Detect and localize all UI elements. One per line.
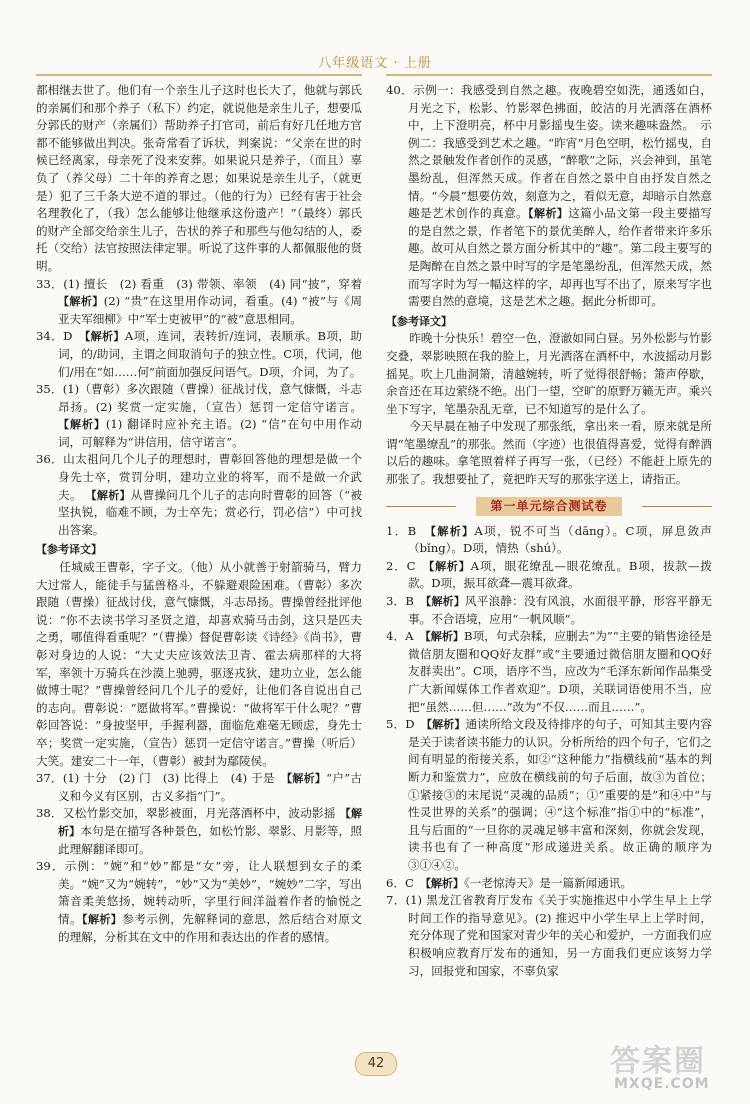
answer-6-text: 6．C [386,875,426,890]
answer-39-analysis: 参考示例，先解释词的意思，然后结合对原文的理解，分析其在文中的作用和表达出的作者的感情。 [58,911,362,944]
section-rule-right [642,506,712,507]
answer-39-text: 39．示例：“婉”和“妙”都是“女”旁，让人联想到女子的柔美。“婉”又为“婉转”，“妙”又为“美妙”，“婉妙”二字，写出箫音柔美悠扬，婉转动听，字里行间洋溢着作者的愉悦之情。 [36,859,362,926]
answer-37 [36,770,362,805]
analysis-tag: 【解析】 [84,330,125,344]
answer-38 [36,805,362,858]
answer-2-text: 2．C [386,558,429,573]
header-rule-left [36,74,362,76]
answer-1 [386,523,712,558]
analysis-tag: 【解析】 [82,912,123,926]
right-column [386,82,712,980]
analysis-tag: 【解析】 [58,807,363,838]
analysis-tag: 【解析】 [58,295,104,309]
watermark-bottom-text: MXQE.COM [614,1076,710,1092]
answer-33 [36,276,374,329]
answer-33-text: 33．(1) 擅长 (2) 看重 (3) 带领、率领 (4) 同“披”，穿着 [36,276,374,291]
answer-2-analysis: A项，眼花缭乱—眼花缭乱。B项，拔款—拨款。D项，振耳欲聋—震耳欲聋。 [408,558,713,591]
page-number: 42 [355,1052,397,1076]
analysis-tag: 【解析】 [425,595,465,609]
analysis-tag: 【解析】 [426,718,466,732]
answer-35-analysis: (1) 翻译时应补充主语。(2) “信”在句中用作动词，可解释为“讲信用，信守诺言”。 [58,417,362,449]
section-title: 第一单元综合测试卷 [476,497,621,517]
answer-1-text: 1．B [386,523,431,538]
answer-7: 7．(1) 黑龙江省教育厅发布《关于实施推迟中小学生早上上学时间工作的指导意见》。(2) 推迟中小学生早上上学时间，充分体现了党和国家对青少年的关心和爱护，一方面我们应积极响应教育厅发布的通知，另一方面我们更应该努力学习，回报党和国家，不辜负家 [386,893,712,978]
answer-1-analysis: A项，锐不可当（dāng）。C项，屏息敛声（bǐng）。D项，情热（shú）。 [408,523,712,556]
reference-translation-body: 任城威王曹彰，字子文。（他）从小就善于射箭骑马，臂力大过常人，能徒手与猛兽格斗，不躲避艰险困难。（曹彰）多次跟随（曹操）征战讨伐，意气慷慨，斗志昂扬。曹操曾经批评他说：“你不去读书学习圣贤之道，却喜欢骑马击剑，这只是匹夫之勇，哪值得看重呢？”（曹操）督促曹彰读《诗经》《尚书》，曹彰对身边的人说：“大丈夫应该效法卫青、霍去病那样的大将军，率领十万骑兵在沙漠上驰骋，驱逐戎狄，建功立业，怎么能做博士呢？”曹操曾经问几个儿子的爱好，让他们各自说出自己的志向。曹彰说：“愿做将军。”曹操说：“做将军干什么呢？”曹彰回答说：“身披坚甲，手握利器，面临危难毫无顾虑，身先士卒；奖赏一定实施，（宣告）惩罚一定信守诺言。”曹操（听后）大笑。建安二十一年，（曹彰）被封为鄢陵侯。 [36,560,362,768]
analysis-tag: 【解析】 [528,207,569,221]
answer-3-analysis: 风平浪静：没有风浪，水面很平静，形容平静无事。不合语境，应用“一帆风顺”。 [408,594,712,626]
answer-4 [386,628,712,716]
answer-6-analysis: 《一老惊涛天》是一篇新闻通讯。 [463,875,633,890]
answer-38-analysis: 本句是在描写各种景色，如松竹影、翠影、月影等，照此理解翻译即可。 [58,823,362,856]
answer-4-text: 4．A [386,629,426,644]
site-watermark-logo [604,1036,732,1098]
answer-35-text: 35．(1)（曹彰）多次跟随（曹操）征战讨伐，意气慷慨，斗志昂扬。(2) 奖赏一定实施，（宣告）惩罚一定信守诺言。 [36,382,362,414]
translation-continued: 都相继去世了。他们有一个亲生儿子这时也长大了，他就与郭氏的亲属们和那个养子（私下）约定，就说他是亲生儿子，想要瓜分郭氏的财产（亲属们）帮助养子打官司，前后有好几任地方官都不能够做出判决。张奇常看了诉状，判案说：“父亲在世的时候已经离家，母亲死了没来安葬。如果说只是养子，（而且）辜负了（养父母）二十年的养育之恩；如果说是亲生儿子，（就更是）犯了三千条大逆不道的罪过。（他的行为）已经有害于社会名理教化了，（我）怎么能够让他继承这份遗产！”（最终）郭氏的财产全部交给亲生儿子，告状的养子和那些与他勾结的人，委托（交给）法官按照法律定罪。听说了这件事的人都佩服他的贤明。 [36,83,362,273]
answer-36-text: 36．山太祖问几个儿子的理想时，曹彰回答他的理想是做一个身先士卒，赏罚分明，建功立业的将军，而不是做一介武夫。 [36,452,362,502]
reference-translation-body-2: 今天早晨在袖子中发现了那张纸，拿出来一看，原来就是所谓“笔墨缭乱”的那张。然而（字迹）也很值得喜爱，觉得有醉酒以后的趣味。拿笔照着样子再写一张，（已经）不能赶上原先的那张了。我想要扯了，竟把昨天写的那张字送上，请指正。 [386,419,712,487]
reference-translation-body-1: 昨晚十分快乐！碧空一色，澄澈如同白昼。另外松影与竹影交叠，翠影映照在我的脸上，月光洒落在酒杯中，水波摇动月影摇晃。吹上几曲洞箫，清越婉转，听了觉得很舒畅；箫声停歇，余音还在耳边萦绕不绝。出门一望，空旷的原野万籁无声。乘兴坐下写字，笔墨杂乱无章，已不知道写的是什么了。 [386,331,712,416]
analysis-tag: 【解析】 [425,876,464,890]
answer-36-analysis: 从曹操问几个儿子的志向时曹彰的回答（“被坚执锐，临难不顾，为士卒先；赏必行，罚必信”）中可找出答案。 [58,487,362,537]
answer-5 [386,716,712,874]
answer-33-analysis: (2) “贵”在这里用作动词，看重。(4) “被”与《周亚夫军细柳》中“军士吏被甲”的“被”意思相同。 [58,294,363,326]
answer-40-text: 40．示例一：我感受到自然之趣。夜晚碧空如洗，通透如白，月光之下，松影、竹影翠色拂面，皎洁的月光洒落在酒杯中，上下澄明亮，杯中月影摇曳生姿。读来趣味盎然。 示例二：我感受到艺术之趣。“昨宵”月色空明，松竹摇曳，自然之景触发作者创作的灵感，“醉歌”之际，兴会神到，虽笔墨纷乱，但浑然天成。作者在自然之景中自由抒发自然之情。“今晨”想要仿效，刻意为之，看似无意，却暗示自然意趣是艺术创作的真意。 [386,83,712,221]
answer-40-analysis: 这篇小品文第一段主要描写的是自然之景，作者笔下的景优美醉人，给作者带来许多乐趣。故可从自然之景方面分析其中的“趣”。第二段主要写的是陶醉在自然之景中时写的字是笔墨纷乱，但浑然天成，然而写字时为写一幅这样的字，却再也写不出了，原来写字也需要自然的意境，这是艺术之趣。据此分析即可。 [408,206,712,309]
watermark-top-text: 答案圈 [610,1044,706,1079]
left-column [36,82,374,946]
header-rule-right [386,74,712,76]
analysis-tag: 【解析】 [286,772,327,786]
answer-34-text: 34．D [36,329,85,344]
section-rule-left [386,506,456,507]
reference-translation-title: 【参考译文】 [36,543,102,557]
analysis-tag: 【解析】 [425,630,464,644]
answer-4-analysis: B项，句式杂糅，应删去“为”“主要的销售途径是微信朋友圈和QQ好友群”或“主要通过微信朋友圈和QQ好友群卖出”。C项，语序不当，应改为“毛泽东新闻作品集受广大新闻媒体工作者欢迎”。D项，关联词语使用不当，应把“虽然……但……”改为“不仅……而且……”。 [408,629,713,714]
analysis-tag: 【解析】 [430,524,475,538]
answer-36 [36,451,362,539]
section-heading [386,497,712,517]
answer-2 [386,558,712,593]
answer-3 [386,593,712,628]
page-header-title: 八年级语文 · 上册 [318,56,432,71]
answer-40 [386,82,712,311]
analysis-tag: 【解析】 [428,559,471,573]
reference-translation-title: 【参考译文】 [386,314,452,328]
answer-34 [36,328,362,381]
answer-38-text: 38．又松竹影交加，翠影被面，月光落酒杯中，波动影摇 [36,806,336,821]
analysis-tag: 【解析】 [85,488,131,502]
answer-6 [386,875,712,893]
answer-37-analysis: “户”古义和今义有区别，古义多指“门”。 [58,771,363,803]
answer-5-text: 5．D [386,717,427,732]
answer-5-analysis: 通读所给文段及待排序的句子，可知其主要内容是关于读者读书能力的认识。分析所给的四个句子，它们之间有明显的衔接关系，如②“这种能力”指横线前“基本的判断力和鉴赏力”，应放在横线前的句子后面，故③为首位；①紧接③的末尾说“灵魂的品质”；①“重要的是”和④中“与性灵世界的关系”的强调；④“这个标准”指①中的“标准”，且与后面的“一旦你的灵魂足够丰富和深刻，你就会发现，读书也有了一种高度”形成递进关系。故正确的顺序为③①④②。 [408,717,712,872]
answer-3-text: 3．B [386,594,426,609]
answer-37-text: 37．(1) 十分 (2) 门 (3) 比得上 (4) 于是 [36,771,287,786]
analysis-tag: 【解析】 [58,418,106,432]
answer-34-analysis: A项，连词，表转折/连词，表顺承。B项，助词，的/助词，主谓之间取消句子的独立性。C项，代词，他们/用在“如……何”前面加强反问语气。D项，介词，为了。 [58,329,362,379]
answer-39 [36,858,362,946]
answer-35 [36,381,362,451]
